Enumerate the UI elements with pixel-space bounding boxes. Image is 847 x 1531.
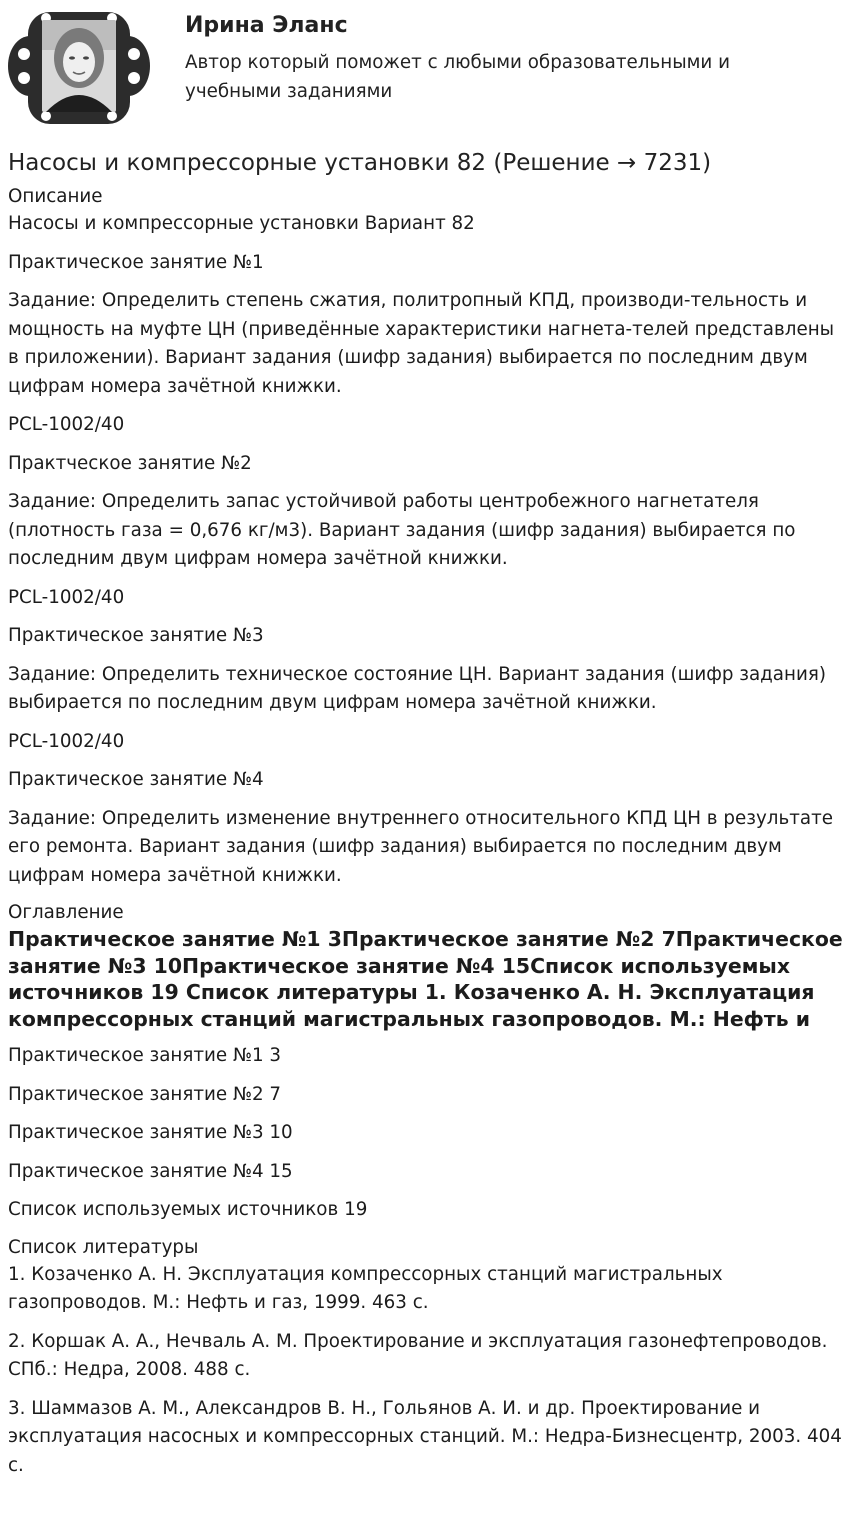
- section-4-heading: Практическое занятие №4: [8, 769, 264, 790]
- toc-item: Практическое занятие №3 10: [8, 1122, 293, 1143]
- toc-item: Практическое занятие №1 3: [8, 1045, 282, 1066]
- section-2-task: Задание: Определить запас устойчивой работы центробежного нагнетателя (плотность газа = 0,676 кг/м3). Вариант задания (шифр задания) выбирается по последним двум цифрам номера зачётной книжки.: [8, 491, 796, 569]
- literature-item: 1. Козаченко А. Н. Эксплуатация компрессорных станций магистральных газопроводов. М.: Нефть и газ, 1999. 463 с.: [8, 1263, 723, 1313]
- document-subtitle: Насосы и компрессорные установки Вариант 82: [8, 213, 475, 234]
- document-content: [8, 146, 843, 1490]
- literature-item: 3. Шаммазов А. М., Александров В. Н., Гольянов А. И. и др. Проектирование и эксплуатация насосных и компрессорных станций. М.: Недра-Бизнесцентр, 2003. 404 с.: [8, 1397, 842, 1476]
- literature-item: 2. Коршак А. А., Нечваль А. М. Проектирование и эксплуатация газонефтепроводов. СПб.: Недра, 2008. 488 с.: [8, 1330, 828, 1380]
- section-1-task: Задание: Определить степень сжатия, политропный КПД, производи-тельность и мощность на муфте ЦН (приведённые характеристики нагнета-телей представлены в приложении). Вариант задания (шифр задания) выбирается по последним двум цифрам номера зачётной книжки.: [8, 290, 835, 397]
- section-4-task: Задание: Определить изменение внутреннего относительного КПД ЦН в результате его ремонта. Вариант задания (шифр задания) выбирается по последним двум цифрам номера зачётной книжки.: [8, 807, 833, 886]
- author-avatar: [6, 6, 152, 128]
- toc-item: Список используемых источников 19: [8, 1199, 368, 1220]
- section-2-heading: Практческое занятие №2: [8, 452, 252, 474]
- description-label: Описание: [8, 186, 103, 207]
- toc-item: Практическое занятие №4 15: [8, 1160, 293, 1182]
- section-3-code: PCL-1002/40: [8, 730, 125, 752]
- section-3-task: Задание: Определить техническое состояние ЦН. Вариант задания (шифр задания) выбирается по последним двум цифрам номера зачётной книжки.: [8, 663, 826, 713]
- toc-summary: Практическое занятие №1 3Практическое занятие №2 7Практическое занятие №3 10Практическое занятие №4 15Список используемых источников 19 Список литературы 1. Козаченко А. Н. Эксплуатация компрессорных станций магистральных газопроводов. М.: Нефть и: [8, 927, 843, 1031]
- author-header: [0, 0, 847, 130]
- section-1-code: PCL-1002/40: [8, 414, 125, 435]
- toc-label: Оглавление: [8, 902, 124, 923]
- section-3-heading: Практическое занятие №3: [8, 625, 264, 646]
- author-description: Автор который поможет с любыми образовательными и учебными заданиями: [185, 52, 730, 102]
- page-title: Насосы и компрессорные установки 82 (Решение → 7231): [8, 150, 712, 176]
- author-name: Ирина Эланс: [185, 13, 348, 38]
- toc-item: Практическое занятие №2 7: [8, 1083, 282, 1105]
- section-2-code: PCL-1002/40: [8, 586, 125, 608]
- literature-label: Список литературы: [8, 1236, 199, 1258]
- section-1-heading: Практическое занятие №1: [8, 251, 264, 273]
